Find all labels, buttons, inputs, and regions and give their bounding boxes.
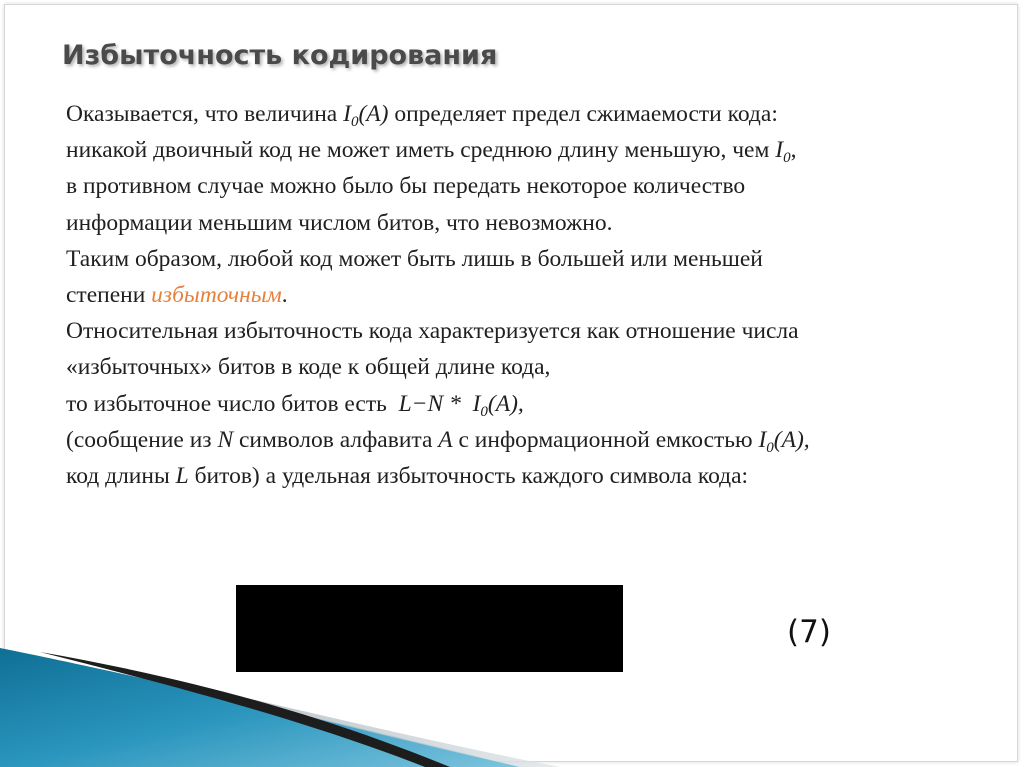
equation-number: (7) xyxy=(787,614,831,650)
text-line-10: (сообщение из N символов алфавита A с информационной емкостью $I_0(A)$, xyxy=(66,426,810,456)
text-line-2: никакой двоичный код не может иметь среднюю длину меньшую, чем $I_0$, xyxy=(66,137,797,167)
text-line-9: то избыточное число битов есть $L-N * I_0(A)$, xyxy=(66,390,524,420)
symbol-a: A xyxy=(438,426,453,453)
slide-body xyxy=(66,96,986,494)
symbol-i: I xyxy=(758,426,767,453)
text-line-1: Оказывается, что величина $I_0(A)$ определяет предел сжимаемости кода: xyxy=(66,101,778,130)
text-line-5: Таким образом, любой код может быть лишь в большей или меньшей xyxy=(66,245,763,272)
highlighted-term: избыточным xyxy=(151,281,282,308)
text-line-11: код длины L битов) а удельная избыточность каждого символа кода: xyxy=(66,462,749,489)
redundancy-expression: L−N * xyxy=(398,390,473,417)
text-line-3: в противном случае можно было бы передать некоторое количество xyxy=(66,173,746,200)
subscript-zero: 0 xyxy=(480,403,488,420)
symbol-n: N xyxy=(217,426,234,453)
text-line-8: «избыточных» битов в коде к общей длине кода, xyxy=(66,354,551,381)
text-line-7: Относительная избыточность кода характеризуется как отношение числа xyxy=(66,318,799,345)
slide-title: Избыточность кодирования xyxy=(62,40,498,71)
text-line-4: информации меньшим числом битов, что невозможно. xyxy=(66,209,613,236)
subscript-zero: 0 xyxy=(766,439,774,456)
text-line-6: степени избыточным. xyxy=(66,281,288,308)
symbol-i: I xyxy=(472,390,481,417)
symbol-i: I xyxy=(775,137,784,164)
symbol-l: L xyxy=(175,462,189,489)
subscript-zero: 0 xyxy=(783,150,791,167)
symbol-i: I xyxy=(343,101,351,127)
formula-image-redacted xyxy=(236,585,623,672)
subscript-zero: 0 xyxy=(350,114,359,130)
